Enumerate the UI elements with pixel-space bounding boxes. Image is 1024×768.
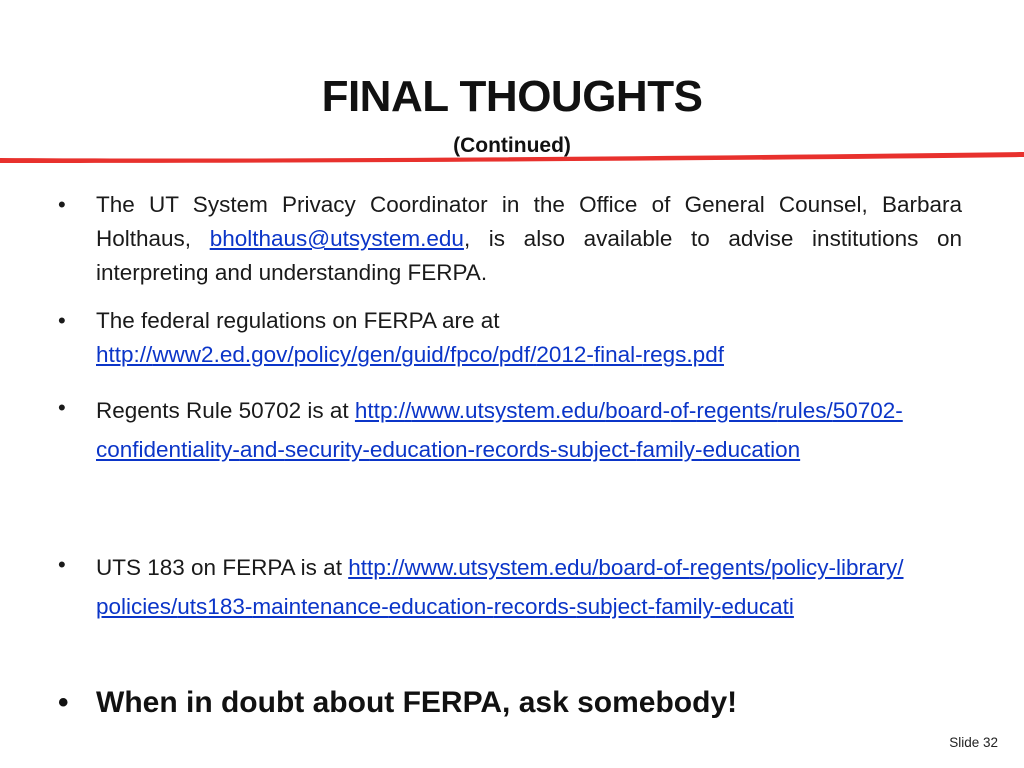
bullet-text-before: The UT System Privacy Coordinator in the Office of General Counsel, Barbara Holthaus,	[96, 192, 962, 251]
federal-regs-link[interactable]: http://www2.ed.gov/policy/gen/guid/fpco/pdf/2012-final-regs.pdf	[96, 342, 724, 367]
bullet-text	[96, 304, 962, 372]
bullet-text-line: Regents Rule 50702 is at	[96, 398, 355, 423]
regents-rule-link[interactable]: http://www.utsystem.edu/board-of-regents/rules/50702-confidentiality-and-security-education-records-subject-family-education	[96, 398, 903, 462]
bullet-marker: •	[58, 308, 66, 333]
page-title: FINAL THOUGHTS	[321, 72, 703, 121]
page-subtitle: (Continued)	[453, 134, 571, 157]
bullet-text	[96, 391, 962, 469]
bullet-marker: •	[58, 686, 69, 719]
bullet-text-line: UTS 183 on FERPA is at	[96, 555, 349, 580]
bullet-text-line: The federal regulations on FERPA are at	[96, 308, 500, 333]
uts183-link[interactable]: http://www.utsystem.edu/board-of-regents/policy-library/policies/uts183-maintenance-education-records-subject-family-educati	[96, 555, 904, 619]
bullet-marker: •	[58, 192, 66, 217]
bullet-text-after: , is also available to advise institutions on interpreting and understanding FERPA.	[96, 226, 963, 285]
slide-number: Slide 32	[949, 735, 998, 750]
bullet-text	[96, 188, 962, 290]
closing-statement: When in doubt about FERPA, ask somebody!	[96, 686, 738, 719]
bullet-text	[96, 548, 962, 626]
email-link[interactable]: bholthaus@utsystem.edu	[209, 226, 464, 251]
bullet-marker: •	[58, 552, 66, 577]
bullet-marker: •	[58, 395, 66, 420]
